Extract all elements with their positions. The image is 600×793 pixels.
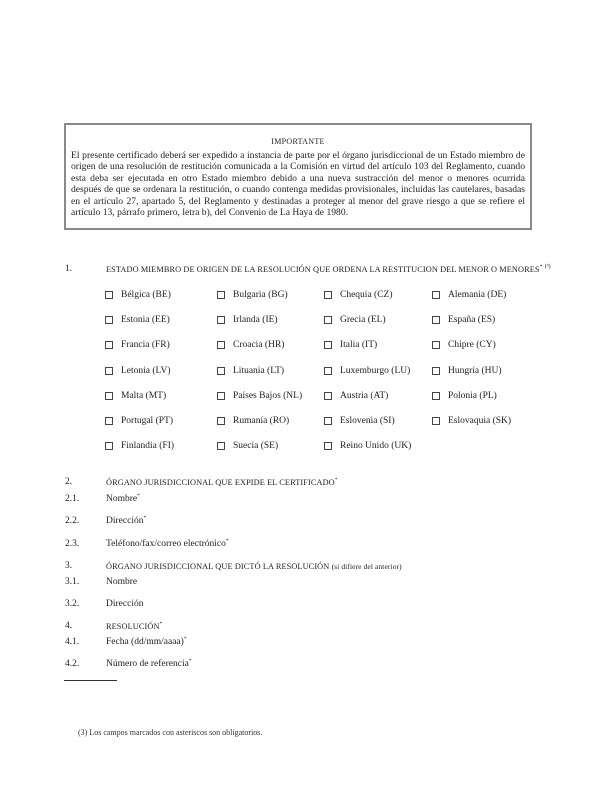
country-checkbox[interactable] — [217, 340, 284, 350]
section-4-title-text: RESOLUCIÓN — [106, 622, 160, 631]
country-label: Malta (MT) — [121, 390, 167, 401]
item-label: Teléfono/fax/correo electrónico — [106, 539, 226, 549]
country-checkbox[interactable] — [217, 391, 302, 401]
checkbox-square-icon[interactable] — [217, 417, 225, 425]
country-checkbox[interactable] — [432, 315, 495, 325]
country-label: Hungría (HU) — [448, 365, 502, 376]
required-asterisk: * — [143, 514, 147, 521]
country-label: Croacia (HR) — [233, 340, 285, 351]
item-3-2-number: 3.2. — [65, 599, 80, 609]
item-3-2-address-field[interactable] — [106, 599, 143, 609]
country-label: Suecia (SE) — [233, 441, 279, 452]
checkbox-square-icon[interactable] — [105, 291, 113, 299]
country-checkbox[interactable] — [105, 441, 174, 451]
country-checkbox[interactable] — [105, 391, 166, 401]
country-label: Polonia (PL) — [448, 390, 497, 401]
required-asterisk: * — [539, 264, 543, 271]
item-3-1-number: 3.1. — [65, 577, 80, 587]
required-asterisk: * — [159, 621, 163, 628]
section-1-title-text: ESTADO MIEMBRO DE ORIGEN DE LA RESOLUCIÓN QUE ORDENA LA RESTITUCION DEL MENOR O MENORES — [106, 265, 540, 274]
footnote-divider — [64, 680, 117, 681]
required-asterisk: * — [183, 635, 187, 642]
country-checkbox[interactable] — [324, 416, 395, 426]
country-checkbox[interactable] — [432, 391, 497, 401]
section-3-title-suffix: (si difiere del anterior) — [331, 562, 402, 571]
item-4-2-reference-field[interactable] — [106, 659, 192, 669]
item-4-1-date-field[interactable] — [106, 637, 187, 647]
checkbox-square-icon[interactable] — [324, 367, 332, 375]
item-2-2-number: 2.2. — [65, 516, 80, 526]
section-3-title-text: ÓRGANO JURISDICCIONAL QUE DICTÓ LA RESOLUCIÓN — [106, 562, 330, 571]
country-checkbox[interactable] — [105, 340, 170, 350]
item-label: Nombre — [106, 577, 138, 587]
country-checkbox[interactable] — [324, 290, 393, 300]
country-label: España (ES) — [448, 315, 496, 326]
section-2-number: 2. — [65, 477, 73, 487]
country-label: Reino Unido (UK) — [340, 441, 412, 452]
checkbox-square-icon[interactable] — [432, 341, 440, 349]
item-label: Dirección — [106, 599, 144, 609]
country-checkbox[interactable] — [432, 340, 496, 350]
checkbox-square-icon[interactable] — [105, 316, 113, 324]
country-label: Luxemburgo (LU) — [340, 365, 411, 376]
item-2-1-name-field[interactable] — [106, 494, 140, 504]
country-label: Rumanía (RO) — [233, 416, 290, 426]
section-3-title — [106, 562, 402, 571]
footnote-reference: (³) — [544, 264, 551, 271]
country-checkbox[interactable] — [105, 416, 173, 426]
country-checkbox[interactable] — [217, 290, 288, 300]
checkbox-square-icon[interactable] — [432, 316, 440, 324]
country-label: Grecia (EL) — [340, 315, 386, 326]
important-notice-box — [64, 123, 532, 230]
country-label: Bulgaria (BG) — [233, 290, 288, 300]
item-4-2-number: 4.2. — [65, 659, 80, 669]
section-4-title — [106, 622, 162, 631]
country-checkbox[interactable] — [105, 290, 171, 300]
checkbox-square-icon[interactable] — [217, 367, 225, 375]
checkbox-square-icon[interactable] — [324, 442, 332, 450]
country-label: Austria (AT) — [340, 390, 389, 401]
checkbox-square-icon[interactable] — [324, 316, 332, 324]
country-label: Alemania (DE) — [448, 290, 507, 300]
country-label: Portugal (PT) — [121, 416, 173, 426]
notice-title: IMPORTANTE — [271, 137, 325, 146]
checkbox-square-icon[interactable] — [217, 392, 225, 400]
section-4-number: 4. — [65, 621, 73, 631]
country-checkbox[interactable] — [432, 290, 506, 300]
checkbox-square-icon[interactable] — [217, 341, 225, 349]
section-1-title — [106, 265, 551, 274]
country-checkbox[interactable] — [217, 416, 289, 426]
checkbox-square-icon[interactable] — [217, 316, 225, 324]
required-asterisk: * — [137, 492, 140, 499]
notice-text: El presente certificado deberá ser expedido a instancia de parte por el órgano jurisdiccional de un Estado miembro de origen de una resolución de restitución comunicada a la Comisión en virtud del artículo 103 del Reglamento, cuando esta deba ser ejecutada en otro Estado miembro debido a una nueva sustracción del menor o menores ocurrida después de que se ordenara la restitución, o cuando contenga medidas provisionales, incluidas las cautelares, basadas en el artículo 27, apartado 5, del Reglamento y destinadas a proteger al menor del grave riesgo a que se refiere el artículo 13, párrafo primero, letra b), del Convenio de La Haya de 1980. — [71, 150, 525, 219]
item-2-2-address-field[interactable] — [106, 516, 146, 526]
checkbox-square-icon[interactable] — [324, 291, 332, 299]
item-2-3-contact-field[interactable] — [106, 539, 229, 549]
item-3-1-name-field[interactable] — [106, 577, 137, 587]
country-label: Estonia (EE) — [121, 315, 170, 326]
checkbox-square-icon[interactable] — [324, 392, 332, 400]
section-1-number: 1. — [65, 264, 73, 274]
checkbox-square-icon[interactable] — [324, 341, 332, 349]
country-checkbox[interactable] — [324, 366, 410, 376]
country-label: Irlanda (IE) — [233, 315, 278, 326]
country-label: Italia (IT) — [340, 340, 378, 351]
country-checkbox[interactable] — [217, 366, 284, 376]
country-label: Eslovenia (SI) — [340, 416, 395, 426]
country-label: Lituania (LT) — [233, 365, 285, 376]
country-checkbox[interactable] — [324, 340, 377, 350]
country-checkbox[interactable] — [105, 315, 170, 325]
country-checkbox[interactable] — [217, 441, 278, 451]
checkbox-square-icon[interactable] — [105, 442, 113, 450]
item-label: Número de referencia — [106, 659, 189, 669]
country-label: Países Bajos (NL) — [233, 390, 303, 401]
country-label: Eslovaquia (SK) — [448, 416, 512, 426]
country-checkbox[interactable] — [324, 441, 411, 451]
footnote-text: (3) Los campos marcados con asteriscos son obligatorios. — [78, 728, 263, 737]
section-2-title-text: ÓRGANO JURISDICCIONAL QUE EXPIDE EL CERTIFICADO — [106, 478, 335, 487]
checkbox-square-icon[interactable] — [105, 341, 113, 349]
checkbox-square-icon[interactable] — [105, 392, 113, 400]
checkbox-square-icon[interactable] — [105, 367, 113, 375]
checkbox-square-icon[interactable] — [432, 367, 440, 375]
checkbox-square-icon[interactable] — [432, 417, 440, 425]
checkbox-square-icon[interactable] — [432, 392, 440, 400]
section-3-number: 3. — [65, 561, 73, 571]
country-label: Francia (FR) — [121, 340, 170, 351]
item-label: Nombre — [106, 494, 138, 504]
country-checkbox[interactable] — [432, 366, 502, 376]
country-checkbox[interactable] — [324, 315, 386, 325]
country-checkbox[interactable] — [217, 315, 278, 325]
required-asterisk: * — [225, 537, 229, 544]
item-2-1-number: 2.1. — [65, 494, 80, 504]
country-label: Bélgica (BE) — [121, 290, 171, 300]
checkbox-square-icon[interactable] — [217, 442, 225, 450]
checkbox-square-icon[interactable] — [217, 291, 225, 299]
section-2-title — [106, 478, 338, 487]
item-label: Fecha (dd/mm/aaaa) — [106, 637, 184, 647]
country-checkbox[interactable] — [432, 416, 511, 426]
country-label: Chipre (CY) — [448, 340, 496, 351]
country-checkbox[interactable] — [105, 366, 171, 376]
country-label: Chequia (CZ) — [340, 290, 393, 300]
checkbox-square-icon[interactable] — [432, 291, 440, 299]
item-2-3-number: 2.3. — [65, 539, 80, 549]
item-label: Dirección — [106, 516, 144, 526]
country-label: Letonia (LV) — [121, 365, 171, 376]
required-asterisk: * — [188, 657, 192, 664]
country-label: Finlandia (FI) — [121, 441, 175, 452]
item-4-1-number: 4.1. — [65, 637, 80, 647]
required-asterisk: * — [334, 477, 338, 484]
checkbox-square-icon[interactable] — [105, 417, 113, 425]
country-checkbox[interactable] — [324, 391, 388, 401]
checkbox-square-icon[interactable] — [324, 417, 332, 425]
